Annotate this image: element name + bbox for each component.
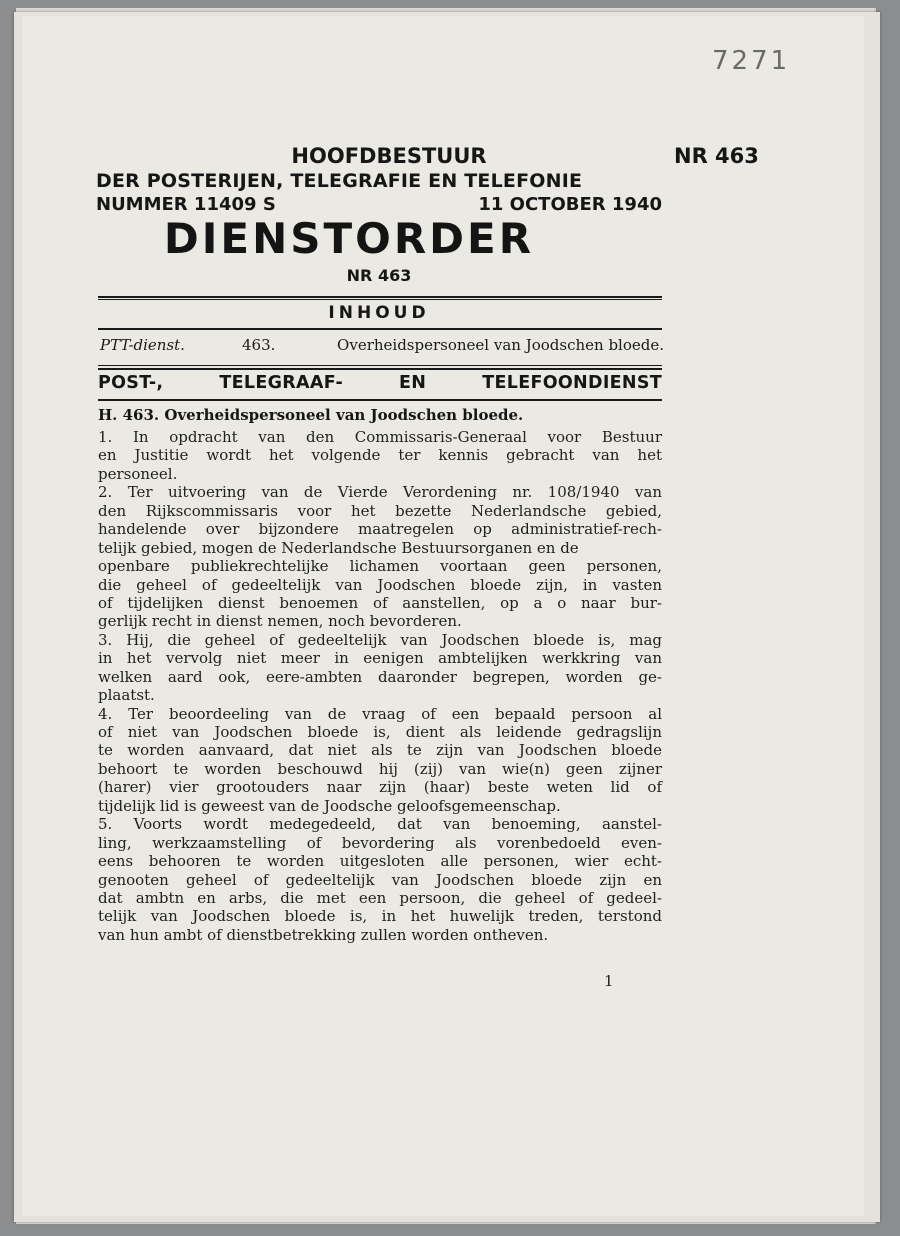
section-title-word: EN (399, 373, 427, 393)
body-line: genooten geheel of gedeeltelijk van Joodschen bloede zijn en (98, 870, 662, 889)
toc-number: 463. (242, 336, 276, 354)
body-line: dat ambtn en arbs, die met een persoon, die geheel of gedeel- (98, 888, 662, 907)
header-date: 11 OCTOBER 1940 (478, 194, 662, 215)
document-page (22, 16, 864, 1216)
section-title-word: TELEFOONDIENST (482, 373, 662, 393)
body-line: 3. Hij, die geheel of gedeeltelijk van Joodschen bloede is, mag (98, 630, 662, 649)
body-line: plaatst. (98, 686, 155, 705)
subheading: H. 463. Overheidspersoneel van Joodschen bloede. (98, 406, 524, 424)
body-line: ling, werkzaamstelling of bevordering als vorenbedoeld even- (98, 833, 662, 852)
inhoud-heading: INHOUD (328, 303, 430, 323)
body-line: in het vervolg niet meer in eenigen ambtelijken werkkring van (98, 649, 662, 668)
body-line: gerlijk recht in dienst nemen, noch bevorderen. (98, 612, 462, 631)
body-line: tijdelijk lid is geweest van de Joodsche geloofsgemeenschap. (98, 796, 561, 815)
body-line: en Justitie wordt het volgende ter kennis gebracht van het (98, 446, 662, 465)
rule-top-thin (98, 299, 662, 300)
toc-dienst: PTT-dienst. (100, 336, 185, 354)
body-line: welken aard ook, eere-ambten daaronder begrepen, worden ge- (98, 667, 662, 686)
section-title-word: TELEGRAAF- (219, 373, 344, 393)
body-line: te worden aanvaard, dat niet als te zijn van Joodschen bloede (98, 741, 662, 760)
header-organisation: DER POSTERIJEN, TELEGRAFIE EN TELEFONIE (96, 170, 583, 192)
body-line: 2. Ter uitvoering van de Vierde Verordening nr. 108/1940 van (98, 483, 662, 502)
body-line: 4. Ter beoordeeling van de vraag of een bepaald persoon al (98, 704, 662, 723)
section-title (98, 373, 662, 393)
body-line: die geheel of gedeeltelijk van Joodschen bloede zijn, in vasten (98, 575, 662, 594)
header-nr-top: NR 463 (674, 144, 759, 168)
body-text (98, 428, 662, 944)
header-number-date (96, 194, 662, 215)
page-number: 1 (604, 972, 614, 990)
body-line: den Rijkscommissaris voor het bezette Nederlandsche gebied, (98, 501, 662, 520)
body-line: personeel. (98, 464, 178, 483)
body-line: of tijdelijken dienst benoemen of aanstellen, op a o naar bur- (98, 593, 662, 612)
toc-text: Overheidspersoneel van Joodschen bloede. (337, 336, 664, 354)
header-number: NUMMER 11409 S (96, 194, 276, 215)
body-line: 1. In opdracht van den Commissaris-Generaal voor Bestuur (98, 428, 662, 446)
header-hoofdbestuur: HOOFDBESTUUR (291, 144, 487, 168)
toc-entry (100, 336, 664, 354)
body-line: telijk gebied, mogen de Nederlandsche Bestuursorganen en de (98, 538, 579, 557)
rule-section-bottom (98, 399, 662, 401)
body-line: 5. Voorts wordt medegedeeld, dat van benoeming, aanstel- (98, 815, 662, 834)
order-number: NR 463 (346, 266, 412, 285)
body-line: handelende over bijzondere maatregelen op administratief-rech- (98, 520, 662, 539)
rule-section-top-thick (98, 368, 662, 370)
body-line: behoort te worden beschouwd hij (zij) van wie(n) geen zijner (98, 759, 662, 778)
section-title-word: POST-, (98, 373, 164, 393)
body-line: van hun ambt of dienstbetrekking zullen worden ontheven. (98, 925, 549, 944)
page-title: DIENSTORDER (163, 214, 535, 263)
body-line: eens behooren te worden uitgesloten alle personen, wier echt- (98, 852, 662, 871)
rule-section-top (98, 365, 662, 366)
body-line: (harer) vier grootouders naar zijn (haar) beste weten lid of (98, 778, 662, 797)
body-line: telijk van Joodschen bloede is, in het huwelijk treden, terstond (98, 907, 662, 926)
rule-inhoud (98, 328, 662, 330)
archive-mark: 7271 (712, 46, 791, 76)
body-line: of niet van Joodschen bloede is, dient als leidende gedragslijn (98, 723, 662, 741)
rule-top (98, 296, 662, 298)
body-line: openbare publiekrechtelijke lichamen voortaan geen personen, (98, 557, 662, 576)
